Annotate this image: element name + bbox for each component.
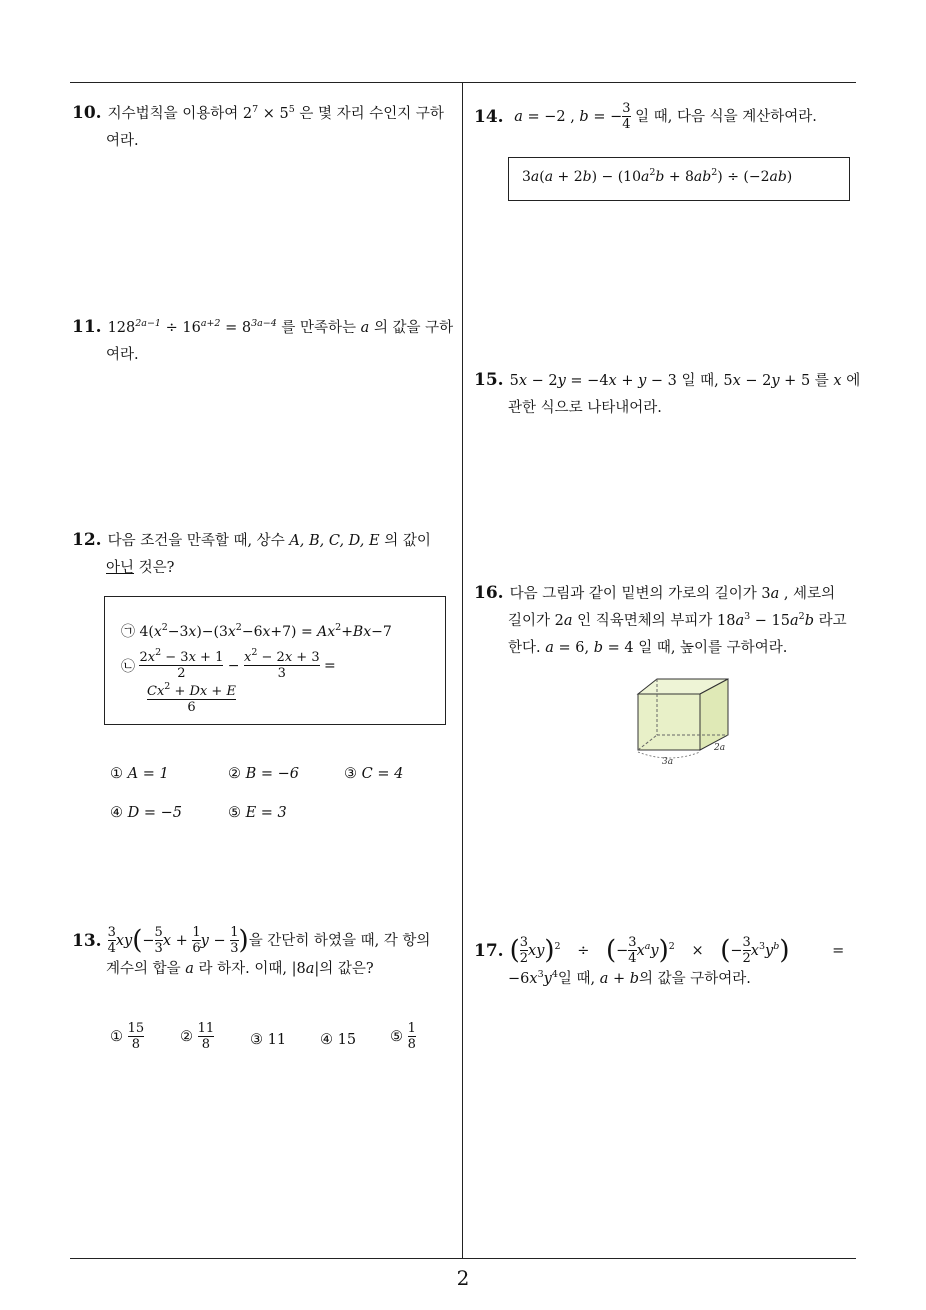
- q13-choice-1[interactable]: ① $\frac{15}{8}$: [110, 1021, 145, 1052]
- top-rule: [70, 82, 856, 83]
- question-number: 10.: [72, 103, 102, 123]
- cuboid-figure: [628, 672, 738, 768]
- column-divider: [462, 82, 463, 1258]
- width-label: 3a: [662, 757, 674, 767]
- q13-choice-2[interactable]: ② $\frac{11}{8}$: [180, 1021, 215, 1052]
- question-17: 17. ( $\frac{3}{2}$ xy)$^2$ ÷ (− $\frac{3}{4}$ $x^ay)^2$ × (− $\frac{3}{2}$ $x^3y^b$) = $-6x^3y^4$일 때, a + b의 값을 구하여라.: [474, 935, 845, 987]
- q13-choice-5[interactable]: ⑤ $\frac{1}{8}$: [390, 1021, 416, 1052]
- question-11: 11. $128^{2a-1} \div 16^{a+2} = 8^{3a-4}$ 를 만족하는 a 의 값을 구하 여라.: [72, 317, 454, 363]
- question-15: 15. 5x − 2y = −4x + y − 3 일 때, 5x − 2y + 5 를 x 에 관한 식으로 나타내어라.: [474, 370, 861, 416]
- q12-choice-5[interactable]: ⑤ E = 3: [228, 805, 287, 821]
- q13-choice-4[interactable]: ④ 15: [320, 1032, 357, 1048]
- q12-condition-box: ㉠ $4(x^2-3x)-(3x^2-6x+7) = Ax^2+Bx-7$ ㉡ $\frac{2x^2 - 3x + 1}{2}$ − $\frac{x^2 - 2x + 3}{3}$ = $\frac{Cx^2 + Dx + E}{6}$: [104, 596, 446, 725]
- page-number: 2: [456, 1266, 470, 1290]
- question-number: 16.: [474, 583, 504, 603]
- q12-choice-4[interactable]: ④ D = −5: [110, 805, 182, 821]
- q12-choice-2[interactable]: ② B = −6: [228, 766, 300, 782]
- bottom-rule: [70, 1258, 856, 1259]
- q12-choice-3[interactable]: ③ C = 4: [344, 766, 404, 782]
- question-number: 13.: [72, 930, 102, 951]
- question-number: 15.: [474, 370, 504, 390]
- question-14: 14. a = −2 , b = − $\frac{3}{4}$ 일 때, 다음 식을 계산하여라.: [474, 101, 817, 132]
- question-16: 16. 다음 그림과 같이 밑변의 가로의 길이가 3a , 세로의 길이가 2a 인 직육면체의 부피가 $18a^3 - 15a^2b$ 라고 한다. a = 6, b = 4 일 때, 높이를 구하여라.: [474, 583, 847, 656]
- question-10: 10. 지수법칙을 이용하여 $2^7 \times 5^5$ 은 몇 자리 수인지 구하 여라.: [72, 103, 444, 149]
- q13-choice-3[interactable]: ③ 11: [250, 1032, 287, 1048]
- question-13: 13. $\frac{3}{4}$ xy(− $\frac{5}{3}$ x + $\frac{1}{6}$ y − $\frac{1}{3}$ )을 간단히 하였을 때, 각 항의 계수의 합을 a 라 하자. 이때, |8a|의 값은?: [72, 925, 431, 977]
- question-number: 12.: [72, 530, 102, 550]
- question-number: 14.: [474, 106, 504, 127]
- question-number: 17.: [474, 940, 504, 961]
- question-12: 12. 다음 조건을 만족할 때, 상수 A, B, C, D, E 의 값이 아닌 것은?: [72, 530, 431, 576]
- question-number: 11.: [72, 317, 102, 337]
- q12-choice-1[interactable]: ① A = 1: [110, 766, 169, 782]
- depth-label: 2a: [714, 743, 726, 753]
- q14-expression-box: $3a(a + 2b) - (10a^2b + 8ab^2) \div (-2ab)$: [508, 157, 850, 201]
